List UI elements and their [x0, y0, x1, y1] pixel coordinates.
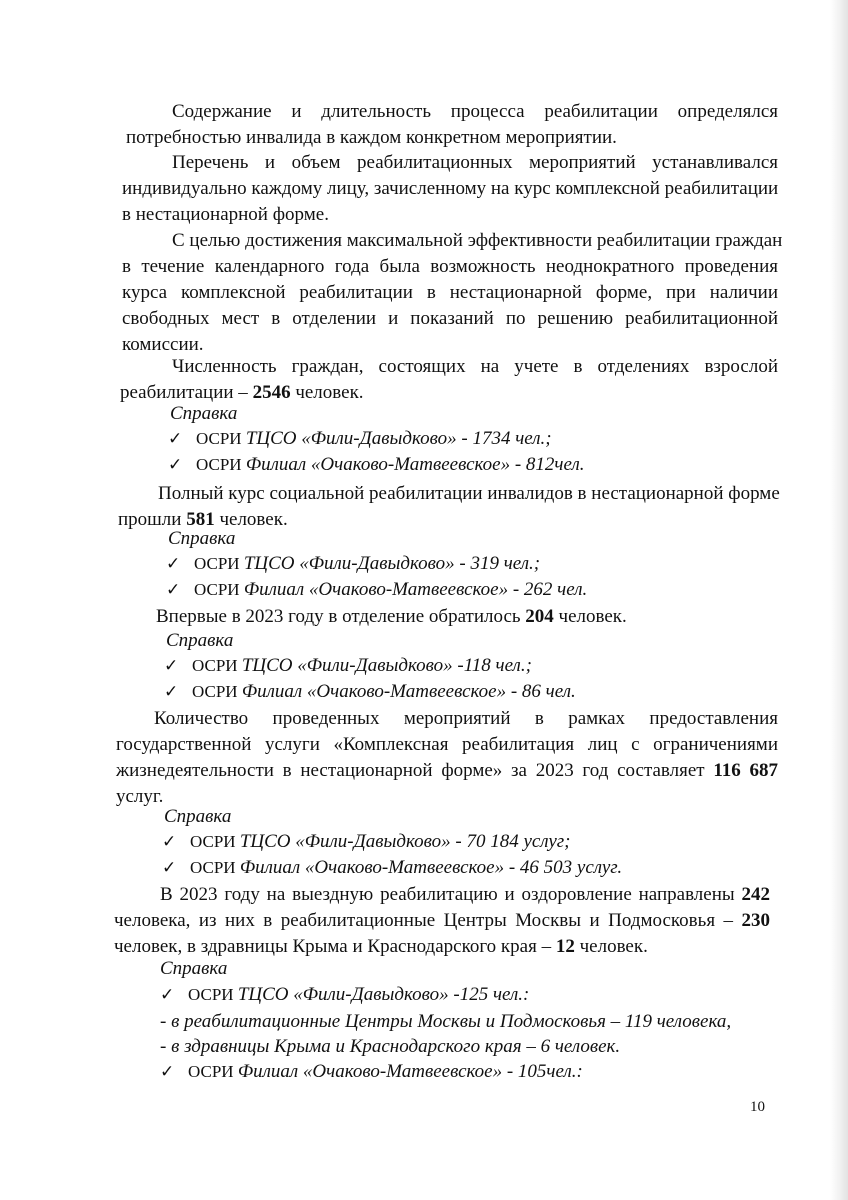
- reference-item: ✓ ОСРИ Филиал «Очаково-Матвеевское» - 46 503 услуг.: [162, 855, 622, 881]
- text-line: Численность граждан, состоящих на учете в отделениях взрослой: [172, 356, 778, 377]
- text-line: курса комплексной реабилитации в нестационарной форме, при наличии: [122, 282, 778, 303]
- text-line: Количество проведенных мероприятий в рамках предоставления: [154, 708, 778, 729]
- text-line: Перечень и объем реабилитационных мероприятий устанавливался: [172, 152, 778, 173]
- first-time-count-value: 204: [525, 606, 554, 627]
- reference-heading: Справка: [164, 806, 232, 827]
- reference-subitem: - в здравницы Крыма и Краснодарского края – 6 человек.: [160, 1036, 621, 1057]
- text-line: прошли 581 человек.: [118, 509, 288, 530]
- check-icon: ✓: [164, 682, 179, 702]
- completed-count-value: 581: [186, 509, 215, 530]
- reference-item: ✓ ОСРИ ТЦСО «Фили-Давыдково» - 70 184 услуг;: [162, 829, 571, 855]
- reference-heading: Справка: [160, 958, 228, 979]
- reference-item: ✓ ОСРИ ТЦСО «Фили-Давыдково» -118 чел.;: [164, 653, 532, 679]
- reference-item: ✓ ОСРИ Филиал «Очаково-Матвеевское» - 86 чел.: [164, 679, 576, 705]
- check-icon: ✓: [162, 858, 177, 878]
- paragraph-rehab-list: [122, 150, 778, 228]
- check-icon: ✓: [168, 455, 183, 475]
- text-line: Полный курс социальной реабилитации инвалидов в нестационарной форме: [158, 483, 780, 504]
- text-line: комиссии.: [122, 334, 204, 355]
- check-icon: ✓: [166, 580, 181, 600]
- paragraph-rehab-efficiency: [122, 228, 783, 358]
- text-line: человек, в здравницы Крыма и Краснодарского края – 12 человек.: [114, 936, 648, 957]
- reference-heading: Справка: [170, 403, 238, 424]
- reference-item: ✓ ОСРИ Филиал «Очаково-Матвеевское» - 262 чел.: [166, 577, 587, 603]
- text-line: потребностью инвалида в каждом конкретном мероприятии.: [126, 127, 617, 148]
- text-line: Содержание и длительность процесса реабилитации определялся: [172, 101, 778, 122]
- text-line: в нестационарной форме.: [122, 204, 329, 225]
- check-icon: ✓: [168, 429, 183, 449]
- reference-subitem: - в реабилитационные Центры Москвы и Подмосковья – 119 человека,: [160, 1011, 732, 1032]
- check-icon: ✓: [160, 985, 175, 1005]
- page-number: 10: [750, 1099, 765, 1115]
- outbound-total-value: 242: [741, 884, 770, 905]
- reference-heading: Справка: [168, 528, 236, 549]
- text-line: государственной услуги «Комплексная реабилитация лиц с ограничениями: [116, 734, 778, 755]
- reference-item: ✓ ОСРИ ТЦСО «Фили-Давыдково» - 319 чел.;: [166, 551, 540, 577]
- text-line: В 2023 году на выездную реабилитацию и оздоровление направлены 242: [160, 884, 770, 905]
- reference-item: ✓ ОСРИ Филиал «Очаково-Матвеевское» - 812чел.: [168, 452, 585, 478]
- paragraph-outbound-rehab: [114, 882, 770, 960]
- text-line: свободных мест в отделении и показаний по решению реабилитационной: [122, 308, 778, 329]
- text-line: услуг.: [116, 786, 164, 807]
- scan-edge-shadow: [830, 0, 848, 1200]
- reference-item: ✓ ОСРИ ТЦСО «Фили-Давыдково» - 1734 чел.;: [168, 426, 552, 452]
- text-line: человека, из них в реабилитационные Центры Москвы и Подмосковья – 230: [114, 910, 770, 931]
- paragraph-rehab-content: [126, 99, 778, 151]
- check-icon: ✓: [162, 832, 177, 852]
- check-icon: ✓: [164, 656, 179, 676]
- check-icon: ✓: [160, 1062, 175, 1082]
- text-line: индивидуально каждому лицу, зачисленному на курс комплексной реабилитации: [122, 178, 779, 199]
- crimea-value: 12: [555, 936, 575, 957]
- text-line: жизнедеятельности в нестационарной форме» за 2023 год составляет 116 687: [116, 760, 779, 781]
- check-icon: ✓: [166, 554, 181, 574]
- paragraph-registered-count: [120, 354, 778, 406]
- text-line: Впервые в 2023 году в отделение обратилось 204 человек.: [156, 606, 627, 627]
- text-line: С целью достижения максимальной эффективности реабилитации граждан: [172, 230, 783, 251]
- paragraph-services-count: [116, 706, 778, 810]
- reference-item: ✓ ОСРИ Филиал «Очаково-Матвеевское» - 105чел.:: [160, 1059, 583, 1085]
- reference-heading: Справка: [166, 630, 234, 651]
- registered-count-value: 2546: [252, 382, 291, 403]
- reference-item: ✓ ОСРИ ТЦСО «Фили-Давыдково» -125 чел.:: [160, 982, 529, 1008]
- paragraph-first-time: [156, 604, 627, 630]
- services-count-value: 116 687: [713, 760, 779, 781]
- moscow-centers-value: 230: [741, 910, 770, 931]
- text-line: в течение календарного года была возможность неоднократного проведения: [122, 256, 778, 277]
- text-line: реабилитации – 2546 человек.: [120, 382, 364, 403]
